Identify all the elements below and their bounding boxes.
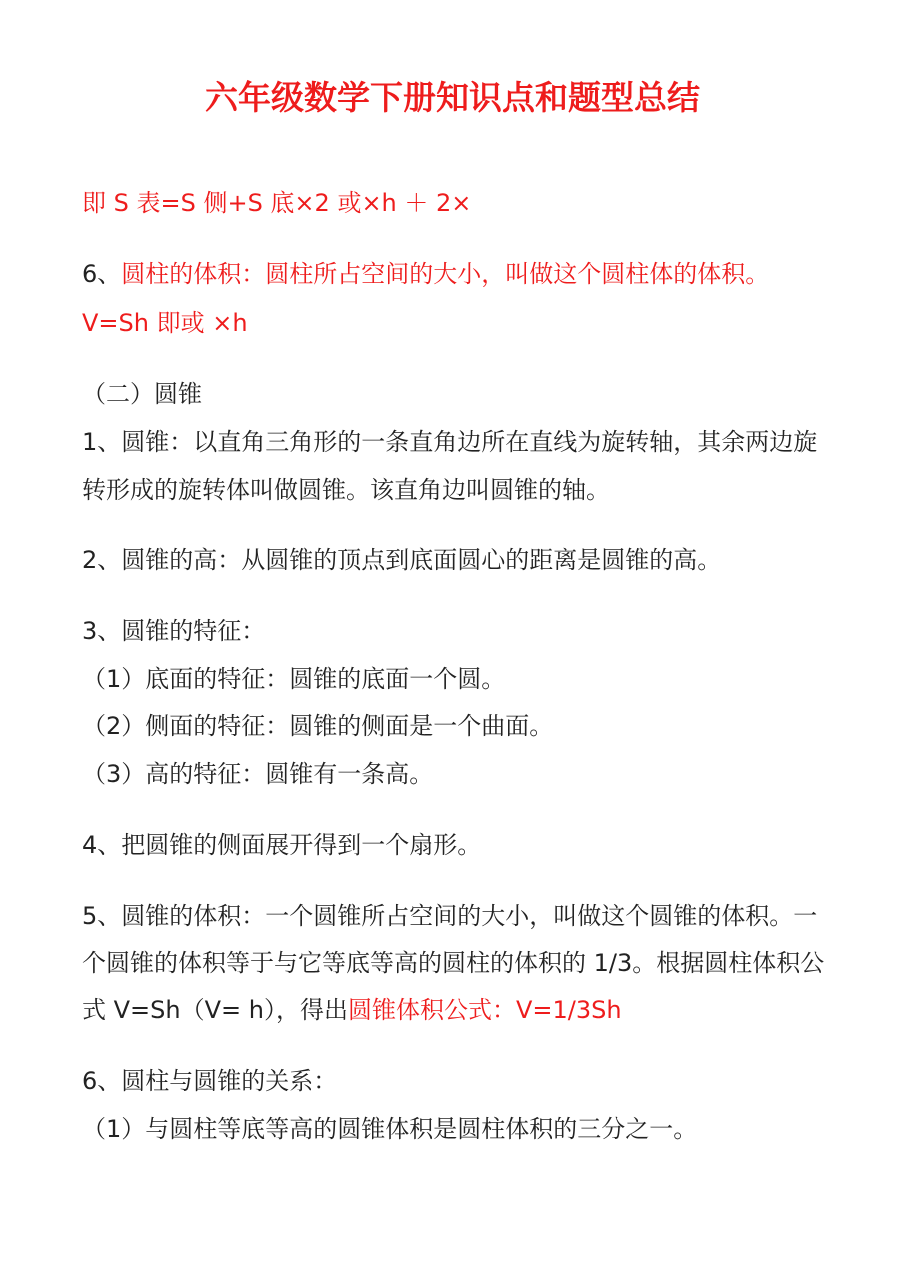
cone-item4: 4、把圆锥的侧面展开得到一个扇形。 — [82, 831, 482, 859]
cone-volume-formula: 圆锥体积公式：V=1/3Sh — [347, 996, 622, 1024]
cone-item3-sub3: （3）高的特征：圆锥有一条高。 — [82, 760, 434, 788]
cone-item5-line1: 5、圆锥的体积：一个圆锥所占空间的大小，叫做这个圆锥的体积。一 — [82, 902, 818, 930]
cone-item3-sub1: （1）底面的特征：圆锥的底面一个圆。 — [82, 665, 506, 693]
section-heading-cone: （二）圆锥 — [82, 380, 202, 408]
cone-item2: 2、圆锥的高：从圆锥的顶点到底面圆心的距离是圆锥的高。 — [82, 546, 722, 574]
cylinder-surface-formula: 即 S 表=S 侧+S 底×2 或×h ＋ 2× — [82, 189, 472, 217]
cone-item3-heading: 3、圆锥的特征： — [82, 617, 266, 645]
page-title: 六年级数学下册知识点和题型总结 — [205, 78, 700, 117]
item-number: 6、 — [82, 260, 122, 288]
cone-item6-heading: 6、圆柱与圆锥的关系： — [82, 1067, 338, 1095]
cone-item6-sub1: （1）与圆柱等底等高的圆锥体积是圆柱体积的三分之一。 — [82, 1115, 698, 1143]
cylinder-volume-definition — [82, 257, 769, 291]
item5-line3-prefix: 式 V=Sh（V= h），得出 — [82, 996, 348, 1024]
cone-item3-sub2: （2）侧面的特征：圆锥的侧面是一个曲面。 — [82, 712, 554, 740]
cone-item1-line2: 转形成的旋转体叫做圆锥。该直角边叫圆锥的轴。 — [82, 476, 610, 504]
cone-item5-line3 — [82, 993, 622, 1027]
cone-item5-line2: 个圆锥的体积等于与它等底等高的圆柱的体积的 1/3。根据圆柱体积公 — [82, 949, 825, 977]
cone-item1-line1: 1、圆锥：以直角三角形的一条直角边所在直线为旋转轴，其余两边旋 — [82, 428, 818, 456]
cylinder-volume-formula: V=Sh 即或 ×h — [82, 309, 248, 337]
volume-definition-text: 圆柱的体积：圆柱所占空间的大小，叫做这个圆柱体的体积。 — [121, 260, 770, 288]
